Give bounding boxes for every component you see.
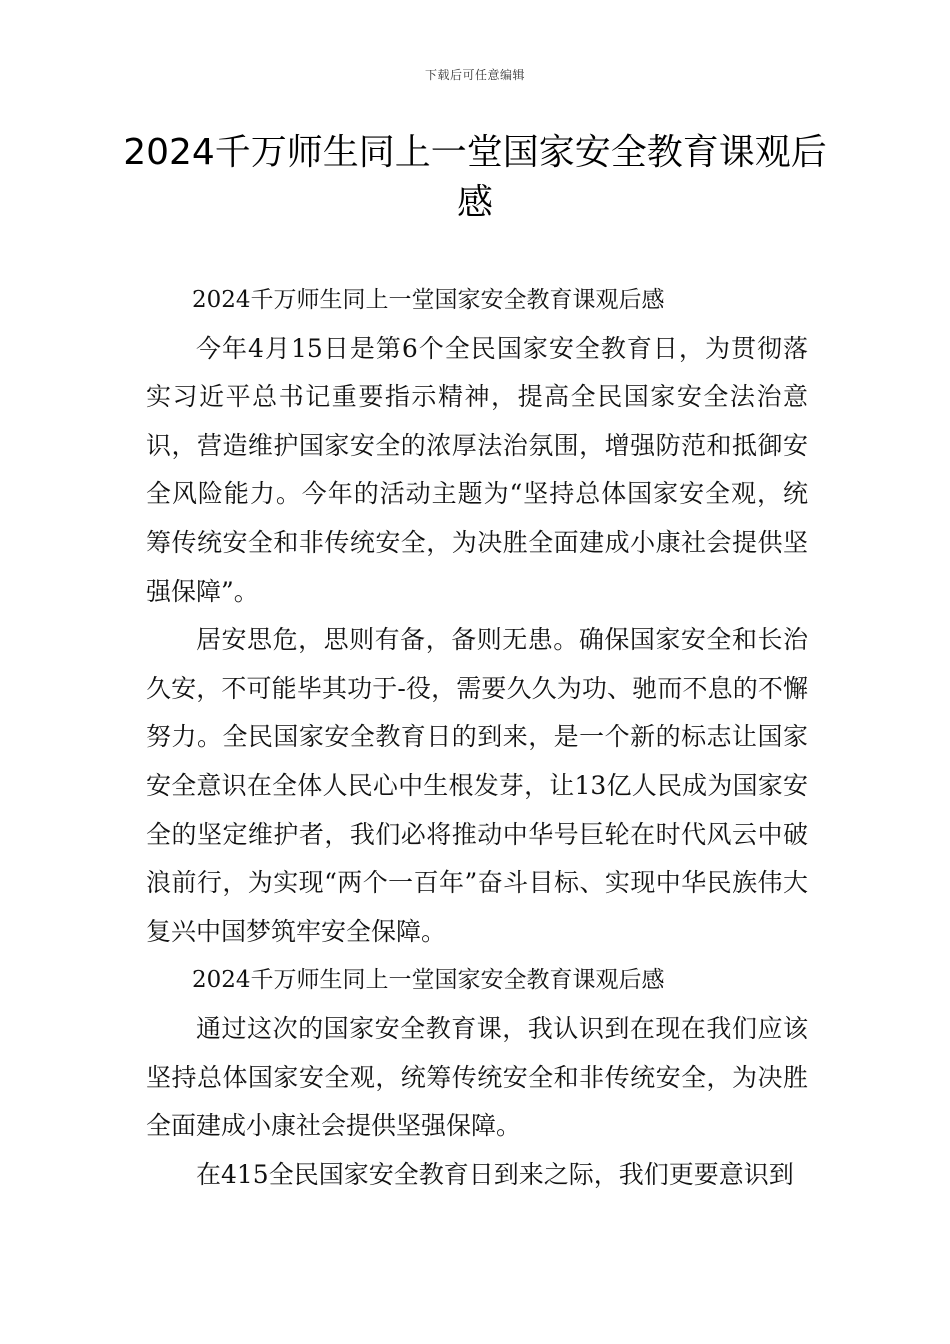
section-subheading: 2024千万师生同上一堂国家安全教育课观后感: [192, 287, 665, 313]
section-subheading: 2024千万师生同上一堂国家安全教育课观后感: [192, 967, 665, 994]
document-body: [146, 276, 808, 1199]
body-paragraph: 居安思危，思则有备，备则无患。确保国家安全和长治久安，不可能毕其功于-役，需要久久为功、驰而不息的不懈努力。全民国家安全教育日的到来，是一个新的标志让国家安全意识在全体人民心中生根发芽，让13亿人民成为国家安全的坚定维护者，我们必将推动中华号巨轮在时代风云中破浪前行，为实现“两个一百年”奋斗目标、实现中华民族伟大复兴中国梦筑牢安全保障。: [146, 625, 808, 946]
body-paragraph: 在415全民国家安全教育日到来之际，我们更要意识到: [196, 1159, 794, 1189]
document-title: 2024千万师生同上一堂国家安全教育课观后感: [123, 132, 827, 223]
body-paragraph: 通过这次的国家安全教育课，我认识到在现在我们应该坚持总体国家安全观，统筹传统安全和非传统安全，为决胜全面建成小康社会提供坚强保障。: [146, 1013, 808, 1141]
header-note: 下载后可任意编辑: [424, 68, 525, 82]
body-paragraph: 今年4月15日是第6个全民国家安全教育日，为贯彻落实习近平总书记重要指示精神，提高全民国家安全法治意识，营造维护国家安全的浓厚法治氛围，增强防范和抵御安全风险能力。今年的活动主题为“坚持总体国家安全观，统筹传统安全和非传统安全，为决胜全面建成小康社会提供坚强保障”。: [146, 333, 808, 606]
